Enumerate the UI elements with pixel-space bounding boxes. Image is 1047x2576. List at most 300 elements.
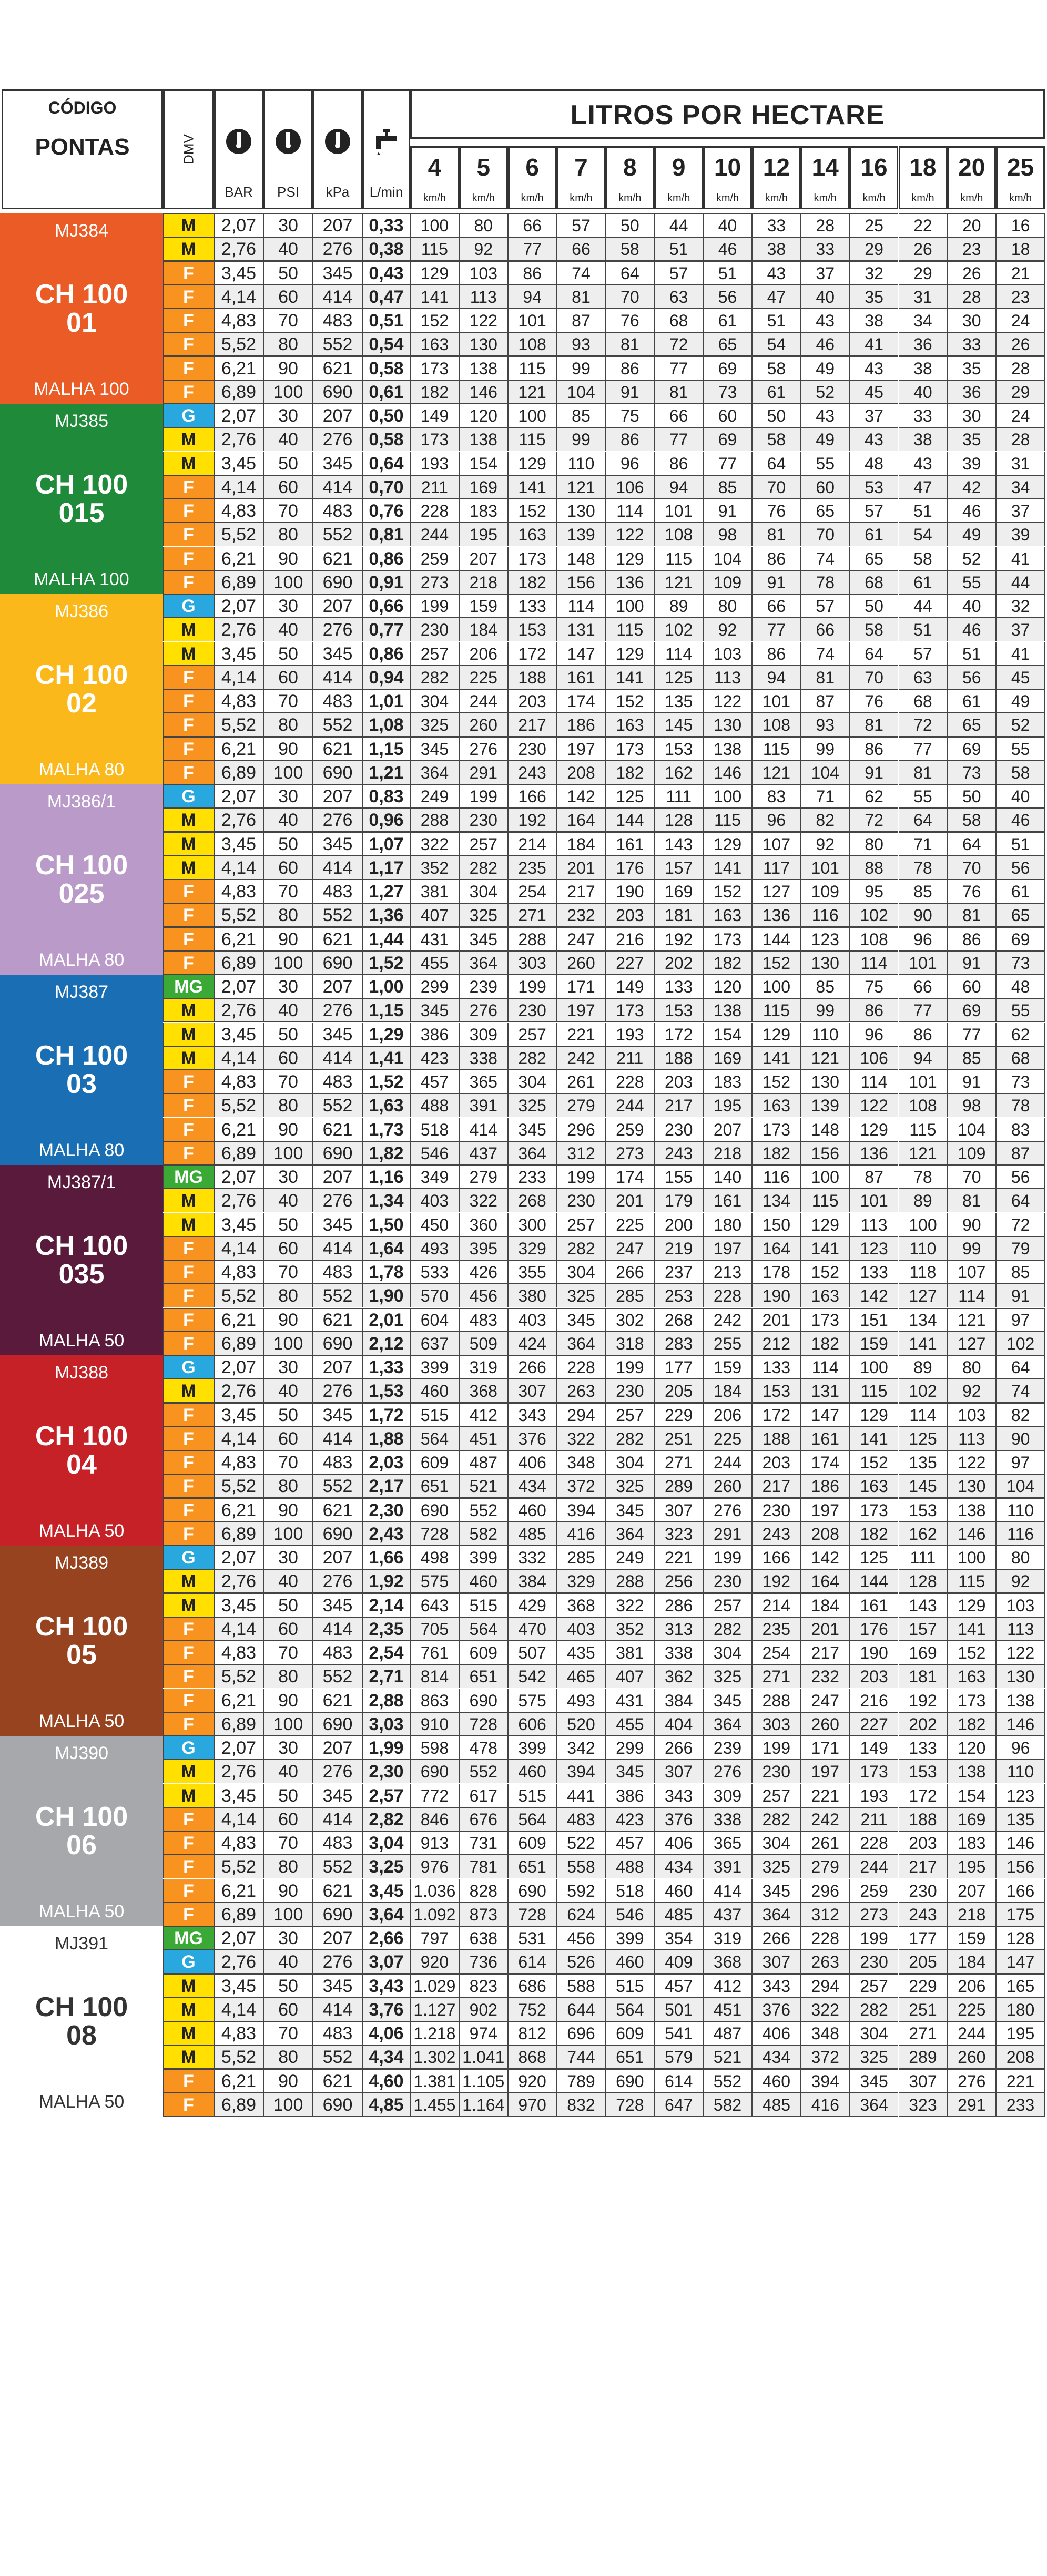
rate-cell: 282 (508, 1046, 557, 1070)
rate-cell: 606 (508, 1712, 557, 1736)
rate-cell: 123 (996, 1784, 1045, 1807)
rate-cell: 345 (508, 1118, 557, 1141)
rate-cell: 36 (899, 332, 948, 356)
rate-cell: 37 (996, 618, 1045, 641)
pressure-bar: 2,07 (214, 213, 263, 237)
rate-cell: 364 (703, 1712, 752, 1736)
rate-cell: 183 (703, 1070, 752, 1093)
pressure-bar: 6,21 (214, 547, 263, 570)
rate-cell: 94 (899, 1046, 948, 1070)
rate-cell: 152 (410, 309, 459, 332)
rate-cell: 70 (947, 856, 996, 880)
speed-value: 18 (909, 154, 937, 181)
rate-cell: 230 (654, 1118, 703, 1141)
flow-lmin: 1,21 (362, 761, 410, 784)
rate-cell: 638 (459, 1926, 508, 1950)
rate-cell: 100 (508, 404, 557, 427)
rate-cell: 487 (459, 1450, 508, 1474)
rate-cell: 173 (703, 927, 752, 951)
pressure-kpa: 483 (313, 1641, 362, 1664)
flow-lmin: 0,43 (362, 261, 410, 285)
rate-cell: 49 (801, 427, 850, 451)
rate-cell: 515 (508, 1784, 557, 1807)
rate-cell: 162 (654, 761, 703, 784)
rate-cell: 63 (654, 285, 703, 309)
rate-cell: 103 (703, 642, 752, 666)
rate-cell: 192 (752, 1569, 801, 1593)
rate-cell: 133 (899, 1736, 948, 1760)
pressure-kpa: 345 (313, 261, 362, 285)
nozzle-code: MJ390 (54, 1743, 109, 1763)
rate-cell: 128 (899, 1569, 948, 1593)
flow-lmin: 3,04 (362, 1831, 410, 1855)
rate-cell: 81 (654, 380, 703, 404)
rate-cell: 412 (703, 1974, 752, 1998)
rate-cell: 276 (459, 998, 508, 1022)
rate-cell: 564 (508, 1807, 557, 1831)
rate-cell: 230 (899, 1879, 948, 1903)
rate-cell: 22 (899, 213, 948, 237)
rate-cell: 156 (557, 570, 606, 594)
rate-cell: 115 (752, 998, 801, 1022)
flow-lmin: 2,82 (362, 1807, 410, 1831)
rate-cell: 323 (654, 1522, 703, 1546)
rate-cell: 651 (605, 2045, 654, 2069)
flow-lmin: 1,53 (362, 1379, 410, 1403)
rate-cell: 450 (410, 1213, 459, 1236)
rate-cell: 242 (557, 1046, 606, 1070)
pressure-bar: 4,14 (214, 1807, 263, 1831)
rate-cell: 127 (899, 1284, 948, 1307)
rate-cell: 99 (947, 1236, 996, 1260)
rate-cell: 95 (850, 880, 899, 903)
rate-cell: 200 (654, 1213, 703, 1236)
nozzle-name: CH 100 03 (35, 1040, 128, 1099)
rate-cell: 75 (850, 975, 899, 998)
rate-cell: 266 (654, 1736, 703, 1760)
table-row (163, 689, 1046, 713)
pressure-psi: 40 (263, 1760, 313, 1783)
rate-cell: 273 (605, 1141, 654, 1165)
rate-cell: 70 (850, 666, 899, 689)
rate-cell: 64 (996, 1355, 1045, 1379)
rate-cell: 303 (752, 1712, 801, 1736)
table-row (163, 1807, 1046, 1831)
flow-lmin: 2,30 (362, 1760, 410, 1783)
dmv-badge: F (163, 1308, 214, 1332)
dmv-badge: M (163, 1189, 214, 1212)
pressure-kpa: 207 (313, 784, 362, 808)
pressure-kpa: 345 (313, 1593, 362, 1617)
rate-cell: 230 (508, 998, 557, 1022)
rate-cell: 307 (654, 1760, 703, 1783)
pressure-bar: 4,14 (214, 856, 263, 880)
nozzle-code: MJ384 (54, 221, 109, 241)
rate-cell: 28 (801, 213, 850, 237)
rate-cell: 115 (703, 808, 752, 832)
dmv-badge: M (163, 452, 214, 475)
pressure-psi: 80 (263, 1855, 313, 1878)
pressure-psi: 90 (263, 1498, 313, 1522)
flow-lmin: 0,86 (362, 642, 410, 666)
pressure-kpa: 690 (313, 570, 362, 594)
rate-cell: 239 (459, 975, 508, 998)
pressure-psi: 60 (263, 475, 313, 499)
speed-value: 5 (476, 154, 491, 181)
flow-lmin: 1,29 (362, 1023, 410, 1046)
pressure-bar: 6,89 (214, 951, 263, 975)
rate-cell: 149 (410, 404, 459, 427)
speed-value: 4 (428, 154, 442, 181)
pressure-kpa: 552 (313, 713, 362, 737)
rate-cell: 227 (850, 1712, 899, 1736)
flow-lmin: 1,15 (362, 998, 410, 1022)
flow-lmin: 3,64 (362, 1903, 410, 1926)
flow-lmin: 2,57 (362, 1784, 410, 1807)
header-codigo-pontas (2, 89, 163, 209)
rate-cell: 434 (508, 1474, 557, 1498)
rate-cell: 130 (947, 1474, 996, 1498)
rate-cell: 103 (996, 1593, 1045, 1617)
rate-cell: 138 (459, 427, 508, 451)
flow-lmin: 0,83 (362, 784, 410, 808)
table-row (163, 784, 1046, 808)
dmv-badge: F (163, 761, 214, 784)
rate-cell: 282 (459, 856, 508, 880)
table-row (163, 880, 1046, 903)
pressure-kpa: 345 (313, 642, 362, 666)
rate-cell: 218 (947, 1903, 996, 1926)
dmv-badge: F (163, 737, 214, 761)
rate-cell: 56 (996, 1165, 1045, 1189)
pressure-psi: 50 (263, 1974, 313, 1998)
rate-cell: 51 (899, 618, 948, 641)
pressure-bar: 2,76 (214, 808, 263, 832)
nozzle-group (0, 1165, 163, 1355)
rate-cell: 319 (459, 1355, 508, 1379)
rate-cell: 225 (605, 1213, 654, 1236)
rate-cell: 81 (947, 1189, 996, 1212)
rate-cell: 257 (605, 1403, 654, 1427)
rate-cell: 35 (947, 356, 996, 380)
pressure-kpa: 345 (313, 832, 362, 856)
rate-cell: 29 (996, 380, 1045, 404)
pressure-bar: 3,45 (214, 1784, 263, 1807)
rate-cell: 307 (654, 1498, 703, 1522)
rate-cell: 343 (654, 1784, 703, 1807)
dmv-badge: M (163, 808, 214, 832)
rate-cell: 108 (508, 332, 557, 356)
rate-cell: 43 (801, 309, 850, 332)
pressure-kpa: 552 (313, 1664, 362, 1688)
rate-cell: 72 (899, 713, 948, 737)
rate-cell: 116 (996, 1522, 1045, 1546)
rate-cell: 66 (508, 213, 557, 237)
rate-cell: 41 (996, 642, 1045, 666)
rate-cell: 259 (605, 1118, 654, 1141)
rate-cell: 342 (557, 1736, 606, 1760)
pressure-bar: 2,07 (214, 975, 263, 998)
rate-cell: 199 (459, 784, 508, 808)
rate-cell: 216 (850, 1689, 899, 1712)
dmv-badge: MG (163, 1165, 214, 1189)
rate-cell: 296 (557, 1118, 606, 1141)
pressure-kpa: 621 (313, 547, 362, 570)
rate-cell: 100 (410, 213, 459, 237)
rate-cell: 609 (605, 2021, 654, 2045)
rate-cell: 152 (605, 689, 654, 713)
pressure-bar: 6,89 (214, 1522, 263, 1546)
pressure-psi: 80 (263, 2045, 313, 2069)
rate-cell: 386 (605, 1784, 654, 1807)
nozzle-malha: MALHA 50 (38, 1521, 125, 1541)
rate-cell: 40 (947, 594, 996, 618)
pressure-kpa: 690 (313, 1522, 362, 1546)
rate-cell: 99 (801, 737, 850, 761)
rate-cell: 395 (459, 1236, 508, 1260)
flow-lmin: 3,43 (362, 1974, 410, 1998)
pressure-psi: 90 (263, 1879, 313, 1903)
rate-cell: 457 (410, 1070, 459, 1093)
rate-cell: 180 (996, 1998, 1045, 2021)
rate-cell: 304 (850, 2021, 899, 2045)
rate-cell: 232 (557, 903, 606, 927)
rate-cell: 1.041 (459, 2045, 508, 2069)
rate-cell: 173 (850, 1498, 899, 1522)
rate-cell: 92 (996, 1569, 1045, 1593)
header-pontas-label: PONTAS (35, 134, 130, 160)
rate-cell: 431 (410, 927, 459, 951)
rate-cell: 208 (801, 1522, 850, 1546)
speed-header-10 (703, 146, 752, 209)
rate-cell: 273 (410, 570, 459, 594)
rate-cell: 303 (508, 951, 557, 975)
pressure-kpa: 276 (313, 237, 362, 261)
rate-cell: 177 (899, 1926, 948, 1950)
rate-cell: 201 (801, 1617, 850, 1641)
pressure-bar: 6,89 (214, 1712, 263, 1736)
table-row (163, 499, 1046, 523)
rate-cell: 182 (947, 1712, 996, 1736)
flow-lmin: 2,43 (362, 1522, 410, 1546)
rate-cell: 103 (459, 261, 508, 285)
rate-cell: 323 (899, 2093, 948, 2117)
rate-cell: 575 (410, 1569, 459, 1593)
rate-cell: 34 (996, 475, 1045, 499)
rate-cell: 247 (557, 927, 606, 951)
rate-cell: 114 (899, 1403, 948, 1427)
rate-cell: 345 (605, 1498, 654, 1522)
rate-cell: 296 (801, 1879, 850, 1903)
rate-cell: 100 (703, 784, 752, 808)
header-litros-por-hectare (410, 89, 1045, 139)
table-row (163, 1855, 1046, 1878)
rate-cell: 271 (899, 2021, 948, 2045)
table-row (163, 1070, 1046, 1093)
rate-cell: 28 (947, 285, 996, 309)
rate-cell: 243 (752, 1522, 801, 1546)
pressure-bar: 3,45 (214, 1403, 263, 1427)
rate-cell: 138 (459, 356, 508, 380)
rate-cell: 161 (557, 666, 606, 689)
rate-cell: 75 (605, 404, 654, 427)
rate-cell: 376 (752, 1998, 801, 2021)
rate-cell: 254 (752, 1641, 801, 1664)
rate-cell: 399 (410, 1355, 459, 1379)
rate-cell: 169 (947, 1807, 996, 1831)
rate-cell: 217 (557, 880, 606, 903)
rate-cell: 63 (899, 666, 948, 689)
flow-lmin: 1,72 (362, 1403, 410, 1427)
dmv-badge: M (163, 237, 214, 261)
pressure-bar: 3,45 (214, 1593, 263, 1617)
rate-cell: 152 (508, 499, 557, 523)
nozzle-name: CH 100 02 (35, 660, 128, 719)
pressure-psi: 80 (263, 1284, 313, 1307)
flow-lmin: 1,27 (362, 880, 410, 903)
rate-cell: 61 (947, 689, 996, 713)
rate-cell: 218 (459, 570, 508, 594)
rate-cell: 322 (557, 1427, 606, 1450)
rate-cell: 51 (654, 237, 703, 261)
table-row (163, 547, 1046, 570)
rate-cell: 582 (703, 2093, 752, 2117)
rate-cell: 131 (801, 1379, 850, 1403)
rate-cell: 69 (703, 356, 752, 380)
rate-cell: 488 (410, 1093, 459, 1117)
table-row (163, 1641, 1046, 1664)
rate-cell: 617 (459, 1784, 508, 1807)
rate-cell: 434 (654, 1855, 703, 1878)
speed-unit: km/h (716, 192, 739, 204)
rate-cell: 542 (508, 1664, 557, 1688)
rate-cell: 304 (459, 880, 508, 903)
rate-cell: 77 (703, 452, 752, 475)
pressure-kpa: 345 (313, 1403, 362, 1427)
rate-cell: 141 (850, 1427, 899, 1450)
rate-cell: 182 (801, 1332, 850, 1355)
rate-cell: 136 (752, 903, 801, 927)
dmv-badge: M (163, 1593, 214, 1617)
speed-unit: km/h (521, 192, 544, 204)
table-row (163, 2021, 1046, 2045)
rate-cell: 244 (605, 1093, 654, 1117)
pressure-psi: 70 (263, 1641, 313, 1664)
pressure-kpa: 276 (313, 1569, 362, 1593)
rate-cell: 230 (850, 1950, 899, 1974)
nozzle-malha: MALHA 80 (38, 1140, 125, 1160)
pressure-bar: 5,52 (214, 332, 263, 356)
rate-cell: 174 (605, 1165, 654, 1189)
pressure-psi: 40 (263, 1189, 313, 1212)
rate-cell: 143 (654, 832, 703, 856)
rate-cell: 312 (557, 1141, 606, 1165)
rate-cell: 32 (850, 261, 899, 285)
pressure-psi: 90 (263, 547, 313, 570)
rate-cell: 149 (605, 975, 654, 998)
rate-cell: 76 (605, 309, 654, 332)
rate-cell: 304 (508, 1070, 557, 1093)
pressure-kpa: 552 (313, 523, 362, 546)
rate-cell: 161 (605, 832, 654, 856)
rate-cell: 345 (752, 1879, 801, 1903)
rate-cell: 197 (557, 998, 606, 1022)
flow-lmin: 1,07 (362, 832, 410, 856)
pressure-kpa: 552 (313, 2045, 362, 2069)
rate-cell: 111 (654, 784, 703, 808)
pressure-bar: 4,83 (214, 499, 263, 523)
rate-cell: 1.164 (459, 2093, 508, 2117)
dmv-badge: F (163, 1903, 214, 1926)
dmv-badge: F (163, 1118, 214, 1141)
rate-cell: 125 (899, 1427, 948, 1450)
rate-cell: 122 (947, 1450, 996, 1474)
dmv-badge: F (163, 1831, 214, 1855)
rate-cell: 182 (850, 1522, 899, 1546)
rate-cell: 60 (703, 404, 752, 427)
rate-cell: 360 (459, 1213, 508, 1236)
rate-cell: 41 (850, 332, 899, 356)
rate-cell: 144 (850, 1569, 899, 1593)
rate-cell: 260 (459, 713, 508, 737)
rate-cell: 109 (801, 880, 850, 903)
rate-cell: 564 (605, 1998, 654, 2021)
flow-lmin: 1,99 (362, 1736, 410, 1760)
nozzle-malha: MALHA 50 (38, 1902, 125, 1921)
table-row (163, 237, 1046, 261)
rate-cell: 304 (703, 1641, 752, 1664)
rate-cell: 138 (703, 737, 752, 761)
rate-cell: 199 (703, 1546, 752, 1569)
flow-lmin: 1,36 (362, 903, 410, 927)
pressure-gauge-icon (225, 128, 252, 155)
nozzle-code: MJ389 (54, 1553, 109, 1573)
rate-cell: 129 (410, 261, 459, 285)
rate-cell: 173 (605, 737, 654, 761)
rate-cell: 51 (899, 499, 948, 523)
rate-cell: 291 (459, 761, 508, 784)
speed-value: 9 (672, 154, 686, 181)
table-row (163, 1593, 1046, 1617)
nozzle-name: CH 100 035 (35, 1231, 128, 1290)
rate-cell: 325 (459, 903, 508, 927)
rate-cell: 82 (801, 808, 850, 832)
rate-cell: 133 (508, 594, 557, 618)
pressure-psi: 100 (263, 1522, 313, 1546)
rate-cell: 89 (899, 1355, 948, 1379)
rate-cell: 178 (752, 1260, 801, 1284)
rate-cell: 403 (508, 1308, 557, 1332)
rate-cell: 47 (752, 285, 801, 309)
rate-cell: 107 (947, 1260, 996, 1284)
rate-cell: 261 (557, 1070, 606, 1093)
pressure-kpa: 414 (313, 475, 362, 499)
rate-cell: 426 (459, 1260, 508, 1284)
nozzle-name: CH 100 01 (35, 279, 128, 338)
rate-cell: 73 (996, 951, 1045, 975)
rate-cell: 352 (410, 856, 459, 880)
rate-cell: 61 (703, 309, 752, 332)
flow-lmin: 0,96 (362, 808, 410, 832)
rate-cell: 457 (605, 1831, 654, 1855)
rate-cell: 365 (703, 1831, 752, 1855)
rate-cell: 80 (947, 1355, 996, 1379)
rate-cell: 435 (557, 1641, 606, 1664)
rate-cell: 399 (508, 1736, 557, 1760)
header-dmv (163, 89, 214, 209)
rate-cell: 345 (459, 927, 508, 951)
pressure-psi: 50 (263, 832, 313, 856)
